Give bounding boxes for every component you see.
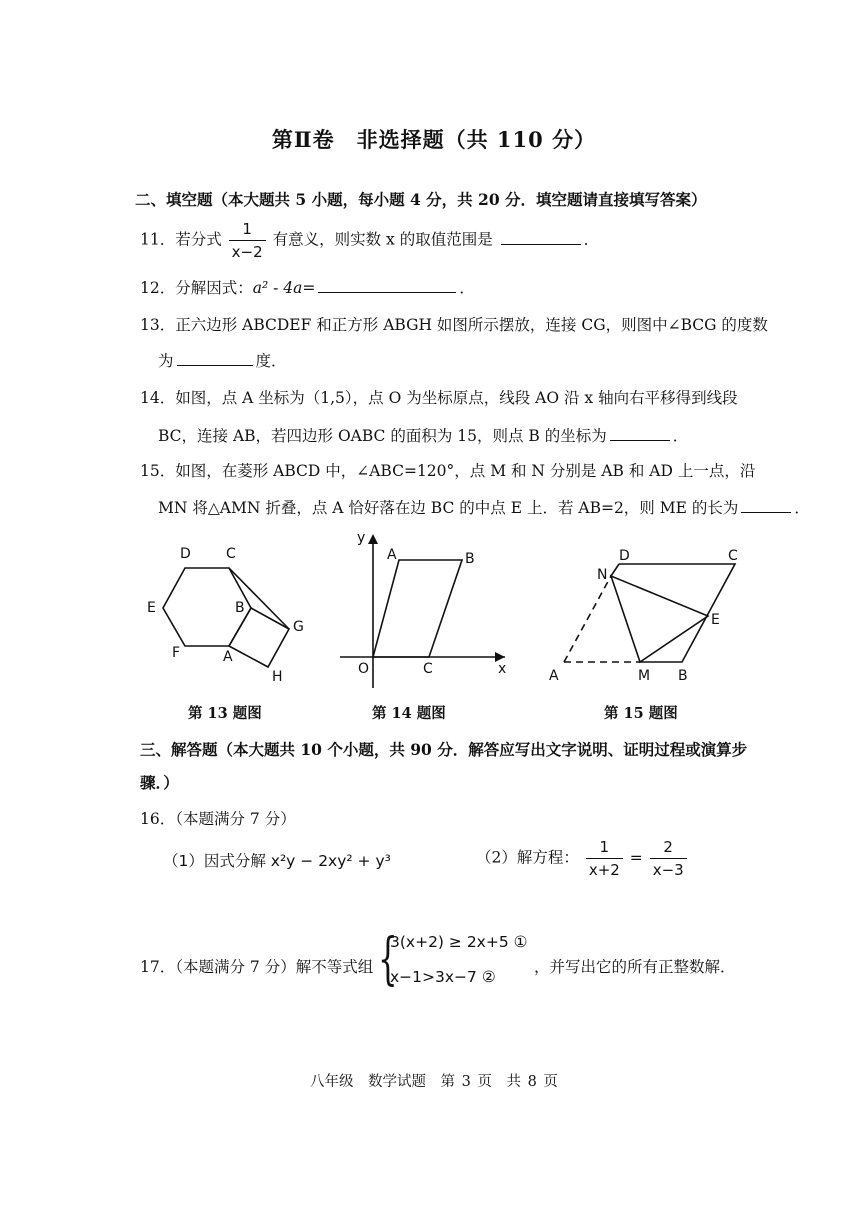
fig14-label-x: x (498, 661, 507, 677)
fig15-label-d: D (619, 548, 630, 564)
q11-prefix: 11．若分式 (140, 230, 222, 249)
q15-answer-blank[interactable] (741, 497, 791, 513)
q16-lhs-denominator: x+2 (588, 861, 620, 879)
fig14-caption: 第 14 题图 (372, 705, 446, 722)
fig14-parallelogram (373, 560, 462, 657)
q12-answer-blank[interactable] (318, 277, 456, 293)
q16-rhs-numerator: 2 (650, 836, 687, 859)
fig15-label-e: E (711, 612, 720, 628)
q13-line1: 13．正六边形 ABCDEF 和正方形 ABGH 如图所示摆放，连接 CG，则图中∠BCG 的度数 (140, 316, 768, 334)
q14-line2 (158, 424, 688, 446)
q16-part2-prefix: （2）解方程： (476, 848, 579, 867)
fig13-label-b: B (235, 600, 245, 616)
q13-line2-prefix: 为 (158, 352, 174, 370)
fig13-label-c: C (226, 546, 236, 562)
q15-line1: 15．如图，在菱形 ABCD 中，∠ABC=120°，点 M 和 N 分别是 AB 和 AD 上一点，沿 (140, 462, 756, 480)
q13-answer-blank[interactable] (177, 350, 253, 366)
fig15-label-c: C (728, 548, 738, 564)
q11-numerator: 1 (229, 218, 266, 241)
q16-part2 (476, 836, 689, 881)
q11-text: 有意义，则实数 x 的取值范围是 (272, 230, 493, 249)
q12-end: ． (459, 279, 475, 297)
q12-expression: a² - 4a= (252, 279, 316, 297)
q14-end: ． (672, 427, 689, 445)
question-11 (140, 218, 599, 263)
fig13-caption: 第 13 题图 (188, 705, 262, 722)
fig15-triangle-nme (611, 576, 708, 662)
fig13-label-a: A (223, 649, 233, 665)
q15-line2 (158, 496, 810, 518)
fig13-label-e: E (147, 600, 156, 616)
q15-end: ． (794, 499, 810, 517)
q11-answer-blank[interactable] (501, 229, 581, 245)
fig13-label-g: G (293, 619, 304, 635)
fig13-label-d: D (180, 546, 191, 562)
q14-answer-blank[interactable] (610, 425, 670, 441)
fig14-label-a: A (387, 547, 397, 563)
fig14-label-c: C (423, 661, 433, 677)
q17-inequality-1: 3(x+2) ≥ 2x+5 ① (390, 933, 528, 951)
figure-15 (564, 564, 735, 662)
q11-end: ． (583, 230, 600, 249)
fig15-label-m: M (638, 668, 651, 684)
fig15-label-n: N (597, 567, 608, 583)
fig14-label-b: B (465, 551, 475, 567)
q17-prefix: 17．（本题满分 7 分）解不等式组 (140, 958, 374, 976)
fig14-y-arrow (368, 534, 378, 544)
fig13-square (229, 608, 289, 667)
fig13-label-h: H (272, 669, 283, 685)
fig14-label-o: O (358, 661, 370, 677)
fig15-segment-nd (611, 564, 619, 576)
q15-line2-text: MN 将△AMN 折叠，点 A 恰好落在边 BC 的中点 E 上．若 AB=2，则 ME 的长为 (158, 499, 739, 517)
fig15-label-b: B (678, 668, 688, 684)
fig15-caption: 第 15 题图 (604, 705, 678, 722)
fig13-label-f: F (172, 645, 181, 661)
q14-line2-text: BC，连接 AB，若四边形 OABC 的面积为 15，则点 B 的坐标为 (158, 427, 607, 445)
section-2-heading: 二、填空题（本大题共 5 小题，每小题 4 分，共 20 分．填空题请直接填写答案） (135, 190, 707, 209)
question-12 (140, 276, 475, 298)
page-footer: 八年级 数学试题 第 3 页 共 8 页 (310, 1074, 558, 1090)
q17-inequality-2: x−1>3x−7 ② (390, 968, 496, 986)
q17-brace: { (378, 927, 398, 992)
fig15-fold-line-an (564, 576, 611, 662)
q16-lhs-fraction (586, 836, 623, 881)
q16-rhs-fraction (650, 836, 687, 881)
q11-fraction (229, 218, 266, 263)
q13-line2-suffix: 度． (255, 352, 287, 370)
q17-suffix: ，并写出它的所有正整数解． (534, 958, 736, 976)
fig14-label-y: y (357, 530, 366, 546)
q16-equals: = (629, 848, 643, 867)
page-title: 第Ⅱ卷 非选择题（共 110 分） (271, 127, 597, 152)
section-3-heading-line2: 骤．） (140, 773, 179, 792)
q16-part1: （1）因式分解 x²y − 2xy² + y³ (163, 852, 391, 870)
figures-svg (0, 530, 868, 710)
fig13-segment-cg (229, 568, 289, 629)
section-3-heading-line1: 三、解答题（本大题共 10 个小题，共 90 分．解答应写出文字说明、证明过程或演算步 (140, 740, 748, 759)
q16-label: 16．（本题满分 7 分） (140, 810, 296, 828)
fig15-label-a: A (549, 668, 559, 684)
q12-prefix: 12．分解因式： (140, 279, 253, 297)
q16-rhs-denominator: x−3 (652, 861, 684, 879)
q14-line1: 14．如图，点 A 坐标为（1,5），点 O 为坐标原点，线段 AO 沿 x 轴向右平移得到线段 (140, 389, 738, 407)
q16-lhs-numerator: 1 (586, 836, 623, 859)
q13-line2 (158, 349, 287, 371)
q11-denominator: x−2 (231, 243, 263, 261)
